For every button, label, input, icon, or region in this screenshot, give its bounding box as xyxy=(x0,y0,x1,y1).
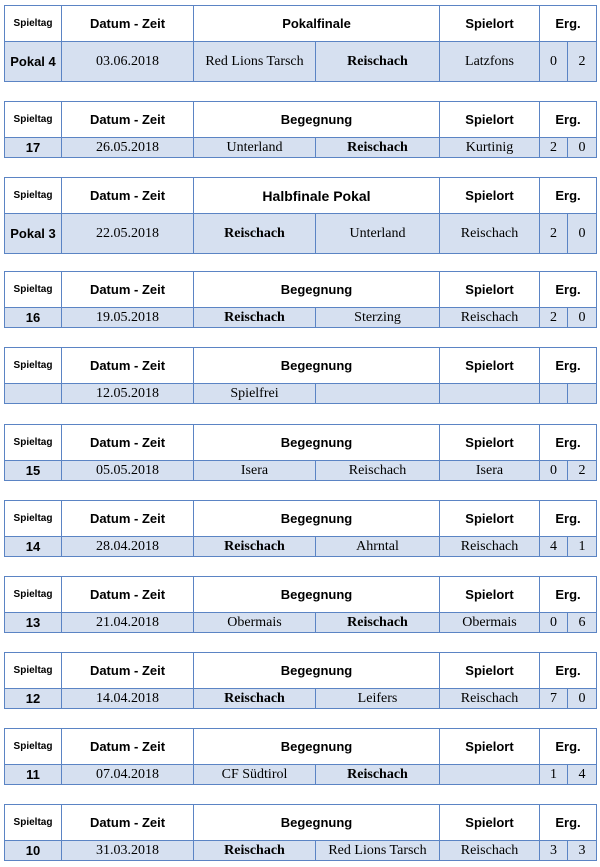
cell-spielort: Reischach xyxy=(440,537,540,557)
header-spieltag: Spieltag xyxy=(5,653,62,689)
header-spielort: Spielort xyxy=(440,805,540,841)
header-datum: Datum - Zeit xyxy=(62,729,194,765)
header-spieltag: Spieltag xyxy=(5,501,62,537)
header-ergebnis: Erg. xyxy=(540,102,597,138)
header-begegnung: Begegnung xyxy=(194,272,440,308)
cell-spieltag: 11 xyxy=(5,765,62,785)
header-pokalfinale: Pokalfinale xyxy=(194,6,440,42)
cell-heim: Reischach xyxy=(194,308,316,328)
cell-datum: 12.05.2018 xyxy=(62,384,194,404)
cell-spieltag xyxy=(5,384,62,404)
header-begegnung: Begegnung xyxy=(194,501,440,537)
header-begegnung: Begegnung xyxy=(194,348,440,384)
cell-tore-heim: 1 xyxy=(540,765,568,785)
cell-tore-heim: 2 xyxy=(540,214,568,254)
header-spielort: Spielort xyxy=(440,178,540,214)
match-table xyxy=(4,728,597,785)
header-ergebnis: Erg. xyxy=(540,805,597,841)
cell-heim: CF Südtirol xyxy=(194,765,316,785)
header-spieltag: Spieltag xyxy=(5,348,62,384)
match-table xyxy=(4,5,597,82)
cell-tore-gast: 6 xyxy=(568,613,597,633)
cell-tore-gast: 0 xyxy=(568,308,597,328)
cell-spielort: Reischach xyxy=(440,308,540,328)
header-spielort: Spielort xyxy=(440,6,540,42)
header-begegnung: Begegnung xyxy=(194,102,440,138)
header-spieltag: Spieltag xyxy=(5,6,62,42)
header-datum: Datum - Zeit xyxy=(62,178,194,214)
cell-heim: Unterland xyxy=(194,138,316,158)
cell-tore-gast: 2 xyxy=(568,42,597,82)
header-begegnung: Begegnung xyxy=(194,729,440,765)
cell-gast: Reischach xyxy=(316,613,440,633)
cell-spielort xyxy=(440,384,540,404)
cell-spielort xyxy=(440,765,540,785)
cell-tore-heim: 3 xyxy=(540,841,568,861)
header-spieltag: Spieltag xyxy=(5,805,62,841)
cell-heim: Spielfrei xyxy=(194,384,316,404)
cell-gast xyxy=(316,384,440,404)
header-begegnung: Begegnung xyxy=(194,805,440,841)
match-table xyxy=(4,424,597,481)
cell-spieltag: 17 xyxy=(5,138,62,158)
header-datum: Datum - Zeit xyxy=(62,272,194,308)
cell-datum: 22.05.2018 xyxy=(62,214,194,254)
match-table xyxy=(4,500,597,557)
cell-tore-gast: 0 xyxy=(568,214,597,254)
header-ergebnis: Erg. xyxy=(540,178,597,214)
header-spieltag: Spieltag xyxy=(5,425,62,461)
cell-heim: Reischach xyxy=(194,537,316,557)
cell-spieltag: Pokal 3 xyxy=(5,214,62,254)
cell-spielort: Kurtinig xyxy=(440,138,540,158)
header-spieltag: Spieltag xyxy=(5,178,62,214)
header-ergebnis: Erg. xyxy=(540,6,597,42)
cell-spielort: Obermais xyxy=(440,613,540,633)
cell-datum: 26.05.2018 xyxy=(62,138,194,158)
cell-spielort: Reischach xyxy=(440,214,540,254)
cell-heim: Reischach xyxy=(194,214,316,254)
cell-spielort: Reischach xyxy=(440,689,540,709)
cell-spielort: Latzfons xyxy=(440,42,540,82)
cell-spieltag: 15 xyxy=(5,461,62,481)
header-ergebnis: Erg. xyxy=(540,272,597,308)
header-datum: Datum - Zeit xyxy=(62,102,194,138)
header-ergebnis: Erg. xyxy=(540,577,597,613)
cell-datum: 21.04.2018 xyxy=(62,613,194,633)
header-begegnung: Begegnung xyxy=(194,577,440,613)
header-spielort: Spielort xyxy=(440,102,540,138)
header-spielort: Spielort xyxy=(440,577,540,613)
cell-heim: Isera xyxy=(194,461,316,481)
header-spielort: Spielort xyxy=(440,729,540,765)
cell-tore-heim: 0 xyxy=(540,461,568,481)
cell-gast: Reischach xyxy=(316,765,440,785)
header-datum: Datum - Zeit xyxy=(62,653,194,689)
header-spieltag: Spieltag xyxy=(5,272,62,308)
match-table xyxy=(4,177,597,254)
header-halbfinale: Halbfinale Pokal xyxy=(194,178,440,214)
cell-gast: Unterland xyxy=(316,214,440,254)
header-ergebnis: Erg. xyxy=(540,653,597,689)
cell-datum: 14.04.2018 xyxy=(62,689,194,709)
cell-tore-gast: 1 xyxy=(568,537,597,557)
header-datum: Datum - Zeit xyxy=(62,805,194,841)
cell-heim: Reischach xyxy=(194,841,316,861)
cell-spieltag: 10 xyxy=(5,841,62,861)
header-spieltag: Spieltag xyxy=(5,577,62,613)
cell-tore-heim xyxy=(540,384,568,404)
header-ergebnis: Erg. xyxy=(540,729,597,765)
match-table xyxy=(4,652,597,709)
header-ergebnis: Erg. xyxy=(540,501,597,537)
cell-gast: Ahrntal xyxy=(316,537,440,557)
cell-datum: 05.05.2018 xyxy=(62,461,194,481)
cell-spieltag: Pokal 4 xyxy=(5,42,62,82)
header-ergebnis: Erg. xyxy=(540,348,597,384)
header-ergebnis: Erg. xyxy=(540,425,597,461)
match-table xyxy=(4,576,597,633)
header-spieltag: Spieltag xyxy=(5,102,62,138)
cell-gast: Reischach xyxy=(316,461,440,481)
match-table xyxy=(4,347,597,404)
cell-spieltag: 12 xyxy=(5,689,62,709)
cell-heim: Reischach xyxy=(194,689,316,709)
cell-gast: Leifers xyxy=(316,689,440,709)
header-spielort: Spielort xyxy=(440,272,540,308)
cell-datum: 07.04.2018 xyxy=(62,765,194,785)
header-spieltag: Spieltag xyxy=(5,729,62,765)
cell-tore-gast: 0 xyxy=(568,689,597,709)
cell-spielort: Isera xyxy=(440,461,540,481)
cell-tore-heim: 0 xyxy=(540,613,568,633)
cell-gast: Reischach xyxy=(316,138,440,158)
header-spielort: Spielort xyxy=(440,501,540,537)
cell-datum: 31.03.2018 xyxy=(62,841,194,861)
cell-heim: Red Lions Tarsch xyxy=(194,42,316,82)
header-datum: Datum - Zeit xyxy=(62,6,194,42)
cell-spieltag: 16 xyxy=(5,308,62,328)
header-begegnung: Begegnung xyxy=(194,653,440,689)
header-spielort: Spielort xyxy=(440,425,540,461)
cell-heim: Obermais xyxy=(194,613,316,633)
header-datum: Datum - Zeit xyxy=(62,501,194,537)
cell-tore-gast: 3 xyxy=(568,841,597,861)
header-datum: Datum - Zeit xyxy=(62,425,194,461)
match-table xyxy=(4,271,597,328)
cell-tore-heim: 7 xyxy=(540,689,568,709)
cell-tore-gast: 2 xyxy=(568,461,597,481)
cell-tore-heim: 4 xyxy=(540,537,568,557)
header-spielort: Spielort xyxy=(440,653,540,689)
cell-spieltag: 13 xyxy=(5,613,62,633)
cell-tore-gast: 4 xyxy=(568,765,597,785)
cell-tore-gast xyxy=(568,384,597,404)
cell-tore-heim: 2 xyxy=(540,138,568,158)
cell-gast: Red Lions Tarsch xyxy=(316,841,440,861)
cell-spieltag: 14 xyxy=(5,537,62,557)
cell-gast: Sterzing xyxy=(316,308,440,328)
header-datum: Datum - Zeit xyxy=(62,348,194,384)
cell-tore-heim: 0 xyxy=(540,42,568,82)
header-begegnung: Begegnung xyxy=(194,425,440,461)
match-table xyxy=(4,804,597,861)
cell-datum: 19.05.2018 xyxy=(62,308,194,328)
cell-datum: 03.06.2018 xyxy=(62,42,194,82)
cell-gast: Reischach xyxy=(316,42,440,82)
cell-datum: 28.04.2018 xyxy=(62,537,194,557)
header-datum: Datum - Zeit xyxy=(62,577,194,613)
cell-tore-gast: 0 xyxy=(568,138,597,158)
cell-spielort: Reischach xyxy=(440,841,540,861)
cell-tore-heim: 2 xyxy=(540,308,568,328)
match-table xyxy=(4,101,597,158)
header-spielort: Spielort xyxy=(440,348,540,384)
